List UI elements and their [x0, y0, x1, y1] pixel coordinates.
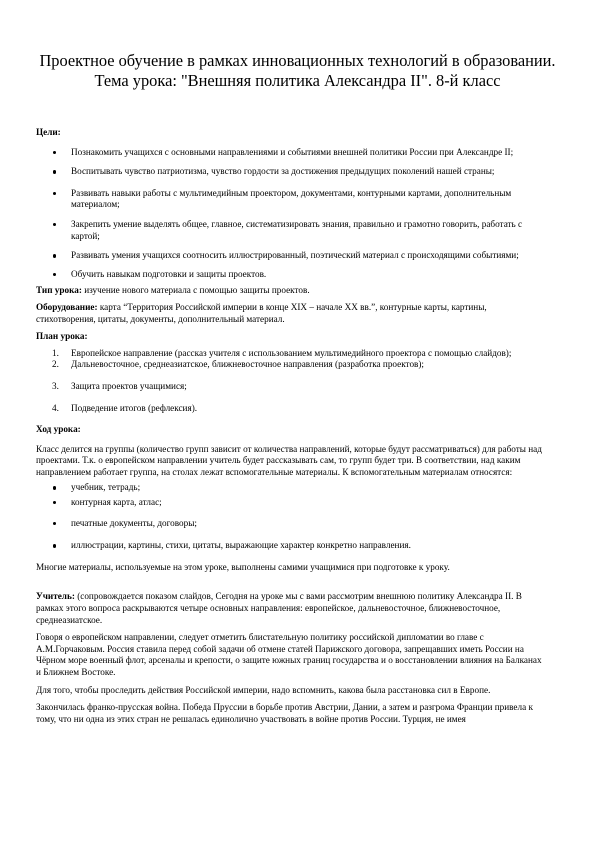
course-intro: Класс делится на группы (количество групп зависит от количества направлений, которые будут рассматриваться) для работы над проектами. Т.к. о европейском направлении учитель будет рассказывать сам, то групп будет три. В соответствии, над каким направлением работает группа, на столах лежат вспомогательные материалы. К вспомогательным материалам относятся:	[36, 443, 542, 477]
plan-item-number: 1.	[52, 347, 59, 358]
goal-item: Обучить навыкам подготовки и защиты проектов.	[36, 269, 546, 281]
plan-item-text: Подведение итогов (рефлексия).	[71, 402, 198, 413]
goal-item: Закрепить умение выделять общее, главное, систематизировать знания, правильно и грамотно говорить, работать с картой;	[36, 219, 546, 242]
body-paragraph: Закончилась франко-прусская война. Победа Пруссии в борьбе против Австрии, Дании, а затем и разгрома Франции привела к тому, что ни одна из этих стран не решалась единолично участвовать в войне против России. Турция, не имея	[36, 702, 533, 724]
plan-item-number: 4.	[52, 402, 59, 413]
document-title	[20, 51, 575, 91]
equipment	[36, 302, 546, 325]
plan-item-text: Защита проектов учащимися;	[71, 380, 187, 391]
material-item: иллюстрации, картины, стихи, цитаты, выражающие характер конкретно направления.	[36, 540, 546, 552]
lesson-type	[36, 285, 546, 297]
plan-item-number: 3.	[52, 380, 59, 391]
material-item: контурная карта, атлас;	[36, 497, 546, 509]
plan-item	[36, 359, 546, 371]
goal-item: Развивать умения учащихся соотносить иллюстрированный, поэтический материал с происходящими событиями;	[36, 250, 546, 262]
teacher-label: Учитель:	[36, 591, 75, 602]
goal-item: Развивать навыки работы с мультимедийным проектором, документами, контурными картами, дополнительным материалом;	[36, 188, 546, 211]
plan-item	[36, 348, 546, 360]
teacher-text: (сопровождается показом слайдов, Сегодня на уроке мы с вами рассмотрим внешнюю политику Александра II. В рамках этого вопроса раскрываются четыре основных направления: европейское, дальневосточное, ближневосточное, среднеазиатское.	[36, 591, 522, 625]
equipment-label: Оборудование:	[36, 301, 98, 312]
material-item: печатные документы, договоры;	[36, 518, 546, 530]
body-paragraph: Для того, чтобы проследить действия Российской империи, надо вспомнить, какова была расстановка сил в Европе.	[36, 684, 491, 695]
plan-item-text: Дальневосточное, среднеазиатское, ближневосточное направления (разработка проектов);	[71, 359, 424, 370]
goals-heading: Цели:	[36, 127, 61, 137]
plan-item	[36, 381, 546, 393]
goal-item: Воспитывать чувство патриотизма, чувство гордости за достижения предыдущих поколений нашей страны;	[36, 166, 546, 178]
plan-item-number: 2.	[52, 359, 59, 370]
title-line-2: Тема урока: "Внешняя политика Александра II". 8-й класс	[94, 71, 501, 90]
course-heading: Ход урока:	[36, 424, 81, 435]
body-paragraph: Говоря о европейском направлении, следует отметить блистательную политику российской дипломатии во главе с А.М.Горчаковым. Россия ставила перед собой задачи об отмене статей Парижского договора, запрещавших иметь России на Чёрном море военный флот, арсеналы и крепости, о защите южных границ государства и о восстановлении влияния на Балканах и Ближнем Востоке.	[36, 632, 542, 677]
material-item: учебник, тетрадь;	[36, 482, 546, 494]
title-line-1: Проектное обучение в рамках инновационных технологий в образовании.	[39, 51, 556, 70]
equipment-text: карта “Территория Российской империи в конце XIX – начале XX вв.”, контурные карты, картины, стихотворения, цитаты, документы, дополнительный материал.	[36, 301, 487, 324]
teacher-paragraph	[36, 591, 546, 626]
lesson-type-text: изучение нового материала с помощью защиты проектов.	[81, 285, 310, 296]
plan-item-text: Европейское направление (рассказ учителя с использованием мультимедийного проектора с помощью слайдов);	[71, 347, 512, 358]
plan-item	[36, 403, 546, 415]
document-body	[36, 127, 546, 725]
plan-heading: План урока:	[36, 331, 88, 342]
course-note: Многие материалы, используемые на этом уроке, выполнены самими учащимися при подготовке к уроку.	[36, 561, 450, 572]
lesson-type-label: Тип урока:	[36, 285, 82, 296]
goal-item: Познакомить учащихся с основными направлениями и событиями внешней политики России при Александре II;	[36, 147, 546, 159]
